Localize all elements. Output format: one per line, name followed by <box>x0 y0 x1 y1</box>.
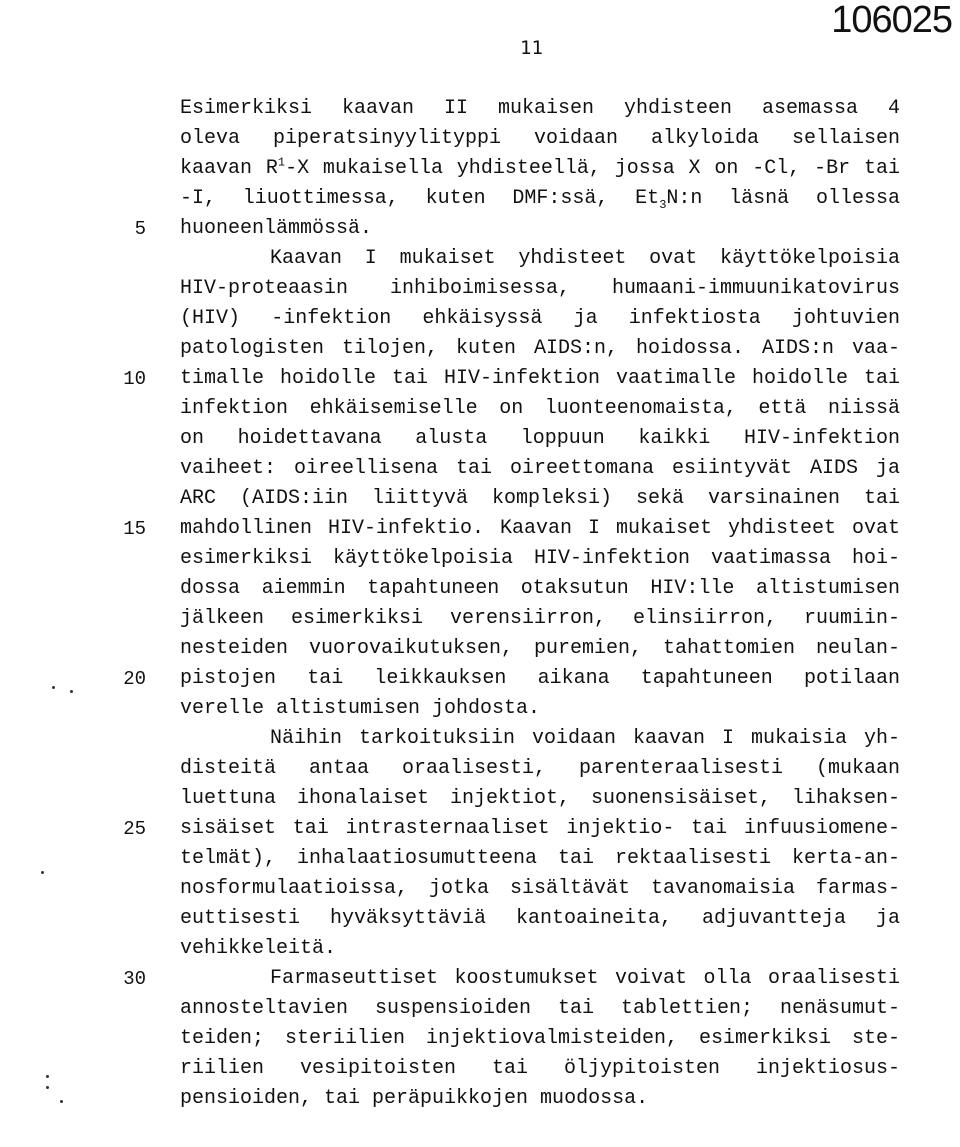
text-line <box>180 154 900 184</box>
text-line <box>180 184 900 214</box>
text-line: HIV-proteaasin inhiboimisessa, humaani-immuunikatovirus <box>180 277 900 300</box>
text-segment: -X mukaisella yhdisteellä, jossa X on -Cl, -Br tai <box>285 157 900 180</box>
scan-speck <box>60 1100 63 1103</box>
text-line: disteitä antaa oraalisesti, parenteraalisesti (mukaan <box>180 757 900 780</box>
text-line: vehikkeleitä. <box>180 937 337 960</box>
text-line: Näihin tarkoituksiin voidaan kaavan I mukaisia yh- <box>270 727 900 750</box>
text-segment: -I, liuottimessa, kuten DMF:ssä, Et <box>180 187 660 210</box>
superscript: 1 <box>277 155 286 170</box>
text-line: Kaavan I mukaiset yhdisteet ovat käyttökelpoisia <box>270 247 900 270</box>
scan-speck <box>46 1075 49 1078</box>
text-segment: kaavan R <box>180 157 278 180</box>
text-line: dossa aiemmin tapahtuneen otaksutun HIV:lle altistumisen <box>180 577 900 600</box>
line-number-30: 30 <box>123 968 146 990</box>
body-text <box>180 94 900 1114</box>
text-line: (HIV) -infektion ehkäisyssä ja infektiosta johtuvien <box>180 307 900 330</box>
text-line: riilien vesipitoisten tai öljypitoisten injektiosus- <box>180 1057 900 1080</box>
line-number-25: 25 <box>123 818 146 840</box>
text-line: nesteiden vuorovaikutuksen, puremien, tahattomien neulan- <box>180 637 900 660</box>
text-line: Farmaseuttiset koostumukset voivat olla oraalisesti <box>270 967 900 990</box>
line-number-10: 10 <box>123 368 146 390</box>
scan-speck <box>52 686 55 689</box>
scan-speck <box>46 1086 49 1089</box>
text-line: verelle altistumisen johdosta. <box>180 697 541 720</box>
text-line: on hoidettavana alusta loppuun kaikki HIV-infektion <box>180 427 900 450</box>
text-line: nosformulaatioissa, jotka sisältävät tavanomaisia farmas- <box>180 877 900 900</box>
text-line: jälkeen esimerkiksi verensiirron, elinsiirron, ruumiin- <box>180 607 900 630</box>
line-number-20: 20 <box>123 668 146 690</box>
text-line: mahdollinen HIV-infektio. Kaavan I mukaiset yhdisteet ovat <box>180 517 900 540</box>
page-number: 11 <box>520 37 543 59</box>
text-line: pensioiden, tai peräpuikkojen muodossa. <box>180 1087 649 1110</box>
scan-speck <box>41 871 44 874</box>
text-line: vaiheet: oireellisena tai oireettomana esiintyvät AIDS ja <box>180 457 900 480</box>
text-line: pistojen tai leikkauksen aikana tapahtuneen potilaan <box>180 667 900 690</box>
text-line: luettuna ihonalaiset injektiot, suonensisäiset, lihaksen- <box>180 787 900 810</box>
text-line: infektion ehkäisemiselle on luonteenomaista, että niissä <box>180 397 900 420</box>
text-line: ARC (AIDS:iin liittyvä kompleksi) sekä varsinainen tai <box>180 487 900 510</box>
text-line: oleva piperatsinyylityppi voidaan alkyloida sellaisen <box>180 127 900 150</box>
text-line: sisäiset tai intrasternaaliset injektio- tai infuusiomene- <box>180 817 900 840</box>
text-segment: N:n läsnä ollessa <box>666 187 900 210</box>
text-line: euttisesti hyväksyttäviä kantoaineita, adjuvantteja ja <box>180 907 900 930</box>
scan-speck <box>70 690 73 693</box>
line-number-15: 15 <box>123 518 146 540</box>
text-line: annosteltavien suspensioiden tai tablettien; nenäsumut- <box>180 997 900 1020</box>
line-number-5: 5 <box>134 218 146 240</box>
text-line: teiden; steriilien injektiovalmisteiden, esimerkiksi ste- <box>180 1027 900 1050</box>
text-line: patologisten tilojen, kuten AIDS:n, hoidossa. AIDS:n vaa- <box>180 337 900 360</box>
text-line: esimerkiksi käyttökelpoisia HIV-infektion vaatimassa hoi- <box>180 547 900 570</box>
text-line: huoneenlämmössä. <box>180 217 373 240</box>
subscript: 3 <box>659 198 667 212</box>
text-line: Esimerkiksi kaavan II mukaisen yhdisteen asemassa 4 <box>180 97 900 120</box>
patent-number: 106025 <box>831 0 952 41</box>
text-line: telmät), inhalaatiosumutteena tai rektaalisesti kerta-an- <box>180 847 900 870</box>
text-line: timalle hoidolle tai HIV-infektion vaatimalle hoidolle tai <box>180 367 900 390</box>
